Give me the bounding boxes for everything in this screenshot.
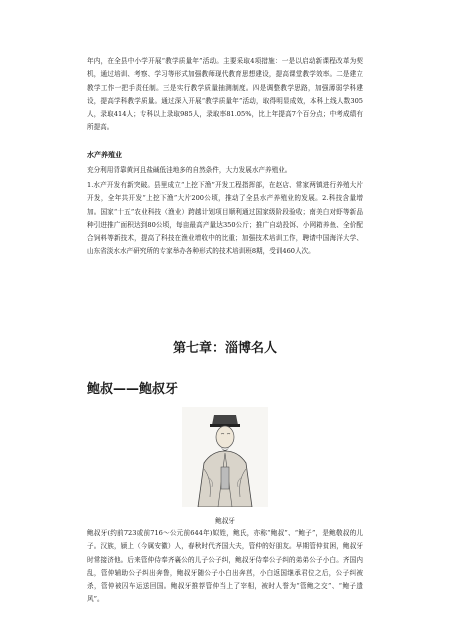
portrait-caption: 鲍叔牙 bbox=[215, 517, 235, 525]
chapter-title: 第七章：淄博名人 bbox=[172, 341, 277, 356]
portrait-image bbox=[182, 407, 268, 507]
paragraph-teaching-quality: 年内，在全县中小学开展“教学质量年”活动。主要采取4项措施：一是以启动新课程改革为契机，通过培训、考察、学习等形式加强教师现代教育思想建设，提高课堂教学效率。二是建立教学工作一把手责任制。三是实行教学质量抽测制度。四是调整教学思路，加强薄弱学科建设，提高学科教学质量。通过深入开展“教学质量年”活动，取得明显成效，本科上线人数305人，录取414人；专科以上录取985人，录取率81.05%，比上年提高7个百分点；中考成绩有所提高。 bbox=[87, 57, 363, 132]
heading-aquaculture: 水产养殖业 bbox=[87, 150, 122, 159]
paragraph-aquaculture-detail: 1.水产开发有新突破。县里成立“上挖下渔”开发工程指挥部，在赵店、常家两镇进行养殖大片开发，全年共开发“上挖下渔”大片200公顷，推动了全县水产养殖业的发展。2.科技含量增加。国家“十五”农业科技（渔业）跨越计划项目顺利通过国家级阶段验收；南美白对虾等新品种引进推广面积达到80公顷，每亩最高产量达350公斤；推广自动投饵、小网箱养鱼、全价配合饲料等新技术，提高了科技在渔业增收中的比重；加强技术培训工作，聘请中国海洋大学、山东省淡水水产研究所的专家举办各种形式的技术培训班8期，受训460人次。 bbox=[87, 181, 363, 256]
paragraph-aquaculture-intro: 充分利用背靠黄河且盐碱低洼地多的自然条件，大力发展水产养殖业。 bbox=[87, 166, 292, 174]
section-title: 鲍叔——鲍叔牙 bbox=[87, 382, 179, 397]
paragraph-biography: 鲍叔牙(约前723或前716～公元前644年)姒姓，鲍氏，亦称“鲍叔”、“鲍子”，是鲍敬叔的儿子。汉族，颍上（今属安徽）人，春秋时代齐国大夫，管仲的好朋友。早期管仲贫困，鲍叔牙时常接济他。后来管仲侍奉齐襄公的儿子公子纠，鲍叔牙侍奉公子纠的弟弟公子小白。齐国内乱，管仲辅助公子纠出奔鲁，鲍叔牙随公子小白出奔莒，小白返国继承君位之后，公子纠被杀，管仲被囚车运送回国。鲍叔牙推荐管仲当上了宰相，被时人誉为“管鲍之交”、“鲍子遗风”。 bbox=[87, 529, 363, 604]
